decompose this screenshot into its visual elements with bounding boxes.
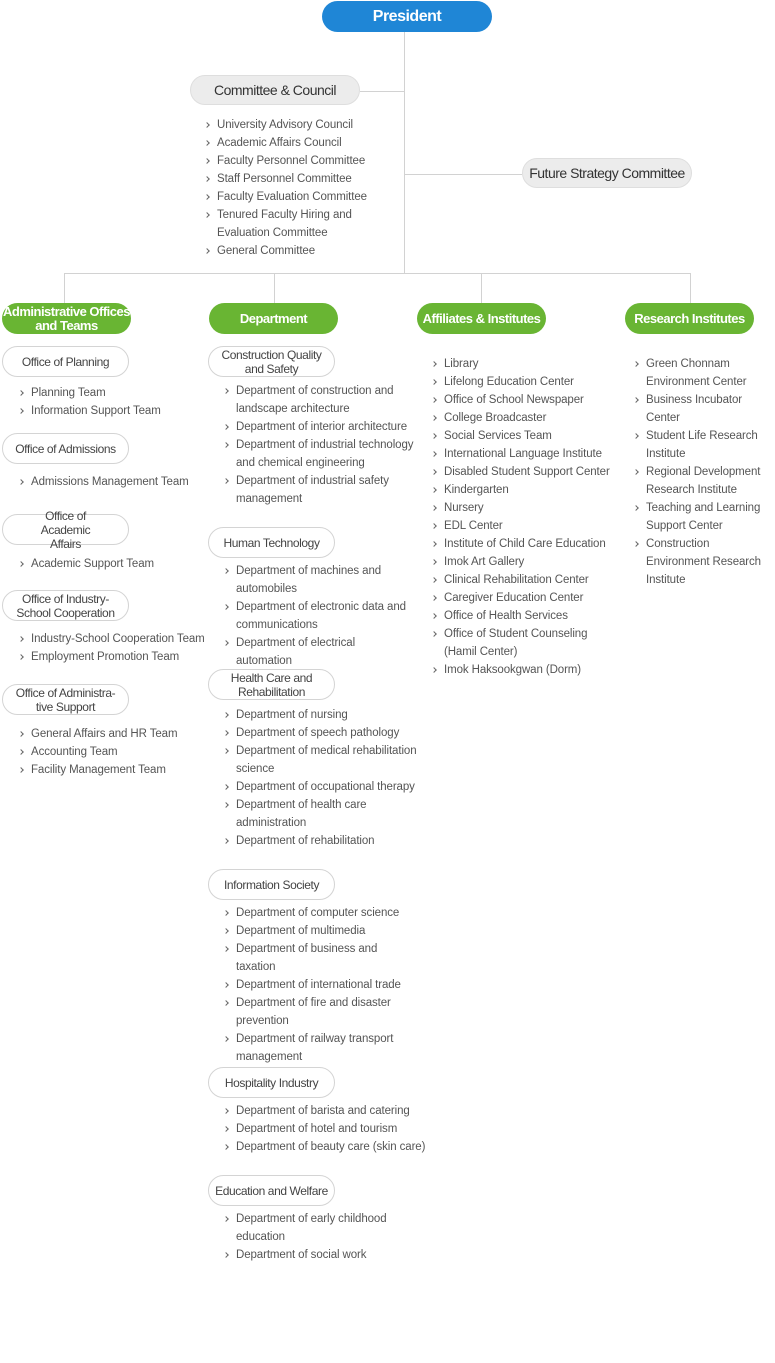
research-institutes-list — [634, 355, 774, 589]
department-item: Department of electrical automation — [224, 634, 414, 670]
affiliate-item: Imok Haksookgwan (Dorm) — [432, 661, 612, 679]
department-item: Department of medical rehabilitation science — [224, 742, 419, 778]
department-item: Department of business and taxation — [224, 940, 419, 976]
affiliate-item: EDL Center — [432, 517, 612, 535]
department-header: Department — [209, 303, 338, 334]
department-item: Department of industrial technology and chemical engineering — [224, 436, 414, 472]
construction-department-list — [224, 382, 414, 508]
office-of-industry-school-cooperation — [2, 590, 129, 621]
department-item: Department of construction and landscape architecture — [224, 382, 414, 418]
admin-offices-header: Administrative Offices and Teams — [3, 303, 130, 333]
affiliate-item: Institute of Child Care Education — [432, 535, 612, 553]
affiliate-item: Office of Health Services — [432, 607, 612, 625]
information-society-department-list — [224, 904, 419, 1066]
department-item: Department of barista and catering — [224, 1102, 434, 1120]
affiliates-institutes-header: Affiliates & Institutes — [417, 303, 546, 334]
division-human-technology: Human Technology — [208, 527, 335, 558]
affiliate-item: Nursery — [432, 499, 612, 517]
division-hospitality-industry: Hospitality Industry — [208, 1067, 335, 1098]
team-item: Academic Support Team — [19, 555, 209, 573]
committee-item: University Advisory Council — [205, 116, 375, 134]
affiliate-item: Imok Art Gallery — [432, 553, 612, 571]
planning-team-list — [19, 384, 199, 420]
department-item: Department of fire and disaster prevention — [224, 994, 419, 1030]
office-title: Office of Administra-tive Support — [15, 685, 116, 714]
department-item: Department of nursing — [224, 706, 419, 724]
affiliates-list — [432, 355, 612, 679]
research-item: Regional Development Research Institute — [634, 463, 774, 499]
research-item: Student Life Research Institute — [634, 427, 774, 463]
industry-team-list — [19, 630, 214, 666]
division-education-welfare: Education and Welfare — [208, 1175, 335, 1206]
team-item: Accounting Team — [19, 743, 209, 761]
connector-research — [690, 273, 691, 303]
research-item: Business Incubator Center — [634, 391, 774, 427]
committee-item: Academic Affairs Council — [205, 134, 375, 152]
office-title: Office of Academic Affairs — [40, 508, 91, 551]
committee-item: Faculty Personnel Committee — [205, 152, 375, 170]
department-item: Department of early childhood education — [224, 1210, 404, 1246]
team-item: Employment Promotion Team — [19, 648, 214, 666]
office-of-admissions: Office of Admissions — [2, 433, 129, 464]
department-item: Department of international trade — [224, 976, 419, 994]
department-item: Department of social work — [224, 1246, 404, 1264]
department-item: Department of health care administration — [224, 796, 419, 832]
department-item: Department of railway transport management — [224, 1030, 419, 1066]
department-item: Department of computer science — [224, 904, 419, 922]
division-information-society: Information Society — [208, 869, 335, 900]
office-title: Office of Industry-School Cooperation — [16, 591, 115, 620]
committee-item: Faculty Evaluation Committee — [205, 188, 375, 206]
connector-trunk — [404, 32, 405, 274]
research-item: Green Chonnam Environment Center — [634, 355, 774, 391]
office-of-academic-affairs — [2, 508, 129, 551]
department-item: Department of hotel and tourism — [224, 1120, 434, 1138]
connector-department — [274, 273, 275, 303]
health-care-department-list — [224, 706, 419, 850]
department-item: Department of industrial safety management — [224, 472, 414, 508]
affiliate-item: International Language Institute — [432, 445, 612, 463]
admissions-team-list — [19, 473, 209, 491]
office-of-administrative-support — [2, 684, 129, 715]
affiliate-item: Clinical Rehabilitation Center — [432, 571, 612, 589]
research-item: Construction Environment Research Institute — [634, 535, 774, 589]
affiliate-item: Lifelong Education Center — [432, 373, 612, 391]
future-strategy-committee-node: Future Strategy Committee — [522, 158, 692, 188]
connector-admin — [64, 273, 65, 303]
division-title: Construction Quality and Safety — [221, 347, 322, 376]
committee-item: Tenured Faculty Hiring and Evaluation Committee — [205, 206, 375, 242]
committee-item: General Committee — [205, 242, 375, 260]
department-item: Department of speech pathology — [224, 724, 419, 742]
committee-item: Staff Personnel Committee — [205, 170, 375, 188]
department-item: Department of electronic data and communications — [224, 598, 414, 634]
connector-affiliates — [481, 273, 482, 303]
research-institutes-header: Research Institutes — [625, 303, 754, 334]
team-item: General Affairs and HR Team — [19, 725, 209, 743]
division-construction-quality-safety — [208, 346, 335, 377]
connector-columns-bar — [64, 273, 691, 274]
affiliate-item: Office of Student Counseling (Hamil Center) — [432, 625, 612, 661]
office-of-planning: Office of Planning — [2, 346, 129, 377]
team-item: Industry-School Cooperation Team — [19, 630, 214, 648]
research-item: Teaching and Learning Support Center — [634, 499, 774, 535]
department-item: Department of machines and automobiles — [224, 562, 414, 598]
connector-future-strategy — [404, 174, 522, 175]
connector-committee — [360, 91, 404, 92]
team-item: Admissions Management Team — [19, 473, 209, 491]
affiliate-item: Disabled Student Support Center — [432, 463, 612, 481]
affiliate-item: College Broadcaster — [432, 409, 612, 427]
affiliate-item: Caregiver Education Center — [432, 589, 612, 607]
division-health-care-rehabilitation — [208, 669, 335, 700]
department-item: Department of occupational therapy — [224, 778, 419, 796]
president-node: President — [322, 1, 492, 32]
committee-list — [205, 116, 375, 260]
education-welfare-department-list — [224, 1210, 404, 1264]
department-item: Department of rehabilitation — [224, 832, 419, 850]
admin-support-team-list — [19, 725, 209, 779]
human-technology-department-list — [224, 562, 414, 670]
hospitality-department-list — [224, 1102, 434, 1156]
affiliate-item: Kindergarten — [432, 481, 612, 499]
affiliate-item: Office of School Newspaper — [432, 391, 612, 409]
academic-team-list — [19, 555, 209, 573]
department-item: Department of multimedia — [224, 922, 419, 940]
department-item: Department of beauty care (skin care) — [224, 1138, 434, 1156]
team-item: Information Support Team — [19, 402, 199, 420]
department-item: Department of interior architecture — [224, 418, 414, 436]
affiliate-item: Social Services Team — [432, 427, 612, 445]
team-item: Facility Management Team — [19, 761, 209, 779]
team-item: Planning Team — [19, 384, 199, 402]
committee-council-node: Committee & Council — [190, 75, 360, 105]
division-title: Health Care and Rehabilitation — [230, 670, 313, 699]
affiliate-item: Library — [432, 355, 612, 373]
